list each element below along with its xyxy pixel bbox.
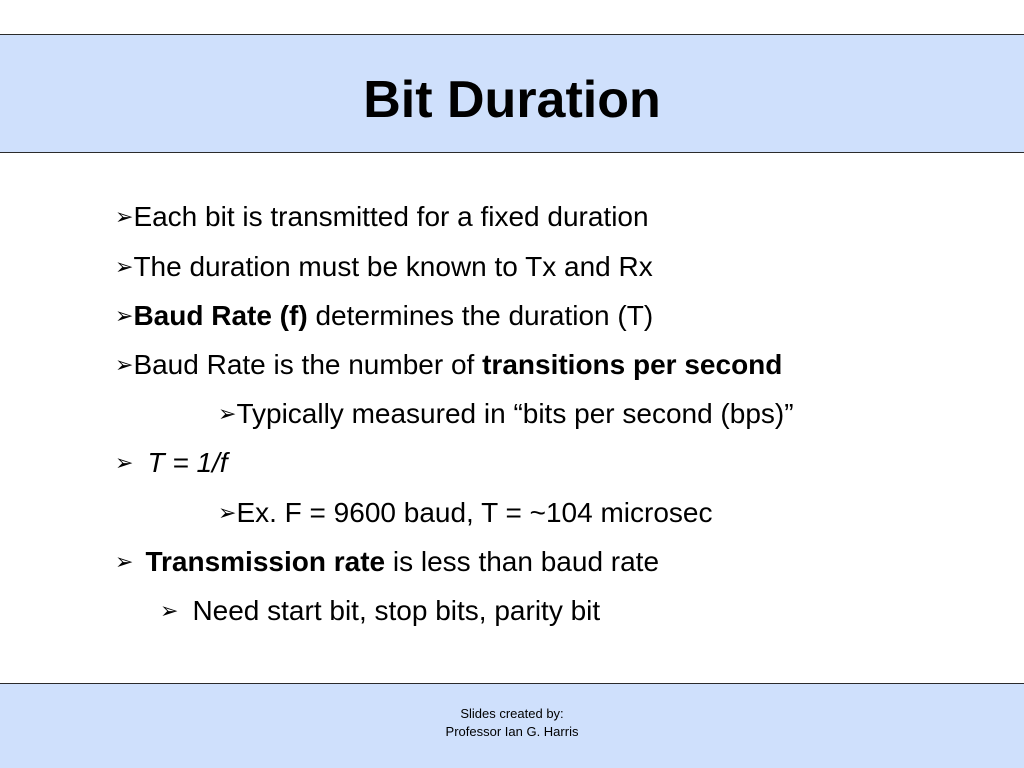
- bullet-item-5: [115, 446, 228, 480]
- formula-text: T = 1/f: [147, 447, 228, 478]
- slide-title: Bit Duration: [363, 71, 661, 129]
- bullet-text: Need start bit, stop bits, parity bit: [192, 595, 601, 626]
- bullet-bold-term: transitions per second: [482, 349, 783, 380]
- bullet-bold-term: Baud Rate (f): [133, 300, 308, 331]
- bullet-item-2: [115, 250, 653, 284]
- sub-bullet-item-1: [218, 397, 794, 431]
- sub-bullet-item-2: [218, 496, 712, 530]
- arrow-bullet-icon: ➢: [115, 352, 134, 377]
- arrow-bullet-icon: ➢: [115, 450, 134, 475]
- arrow-bullet-icon: ➢: [218, 500, 237, 525]
- bullet-item-6: [115, 545, 659, 579]
- bullet-text: Typically measured in “bits per second (bps)”: [236, 398, 794, 429]
- arrow-bullet-icon: ➢: [160, 598, 179, 623]
- arrow-bullet-icon: ➢: [218, 401, 237, 426]
- bullet-bold-term: Transmission rate: [145, 546, 386, 577]
- bullet-item-4: [115, 348, 782, 382]
- sub-bullet-item-3: [160, 594, 600, 628]
- footer-credit-line-1: Slides created by:: [460, 706, 564, 721]
- arrow-bullet-icon: ➢: [115, 204, 134, 229]
- bullet-text: The duration must be known to Tx and Rx: [133, 251, 653, 282]
- bullet-item-3: [115, 299, 653, 333]
- bullet-text: determines the duration (T): [307, 300, 654, 331]
- bullet-text: Baud Rate is the number of: [133, 349, 483, 380]
- arrow-bullet-icon: ➢: [115, 254, 134, 279]
- footer-credit-line-2: Professor Ian G. Harris: [445, 724, 579, 739]
- arrow-bullet-icon: ➢: [115, 303, 134, 328]
- bullet-text: is less than baud rate: [385, 546, 660, 577]
- arrow-bullet-icon: ➢: [115, 549, 134, 574]
- bullet-text: Each bit is transmitted for a fixed duration: [133, 201, 649, 232]
- bullet-text: Ex. F = 9600 baud, T = ~104 microsec: [236, 497, 713, 528]
- bullet-item-1: [115, 200, 649, 234]
